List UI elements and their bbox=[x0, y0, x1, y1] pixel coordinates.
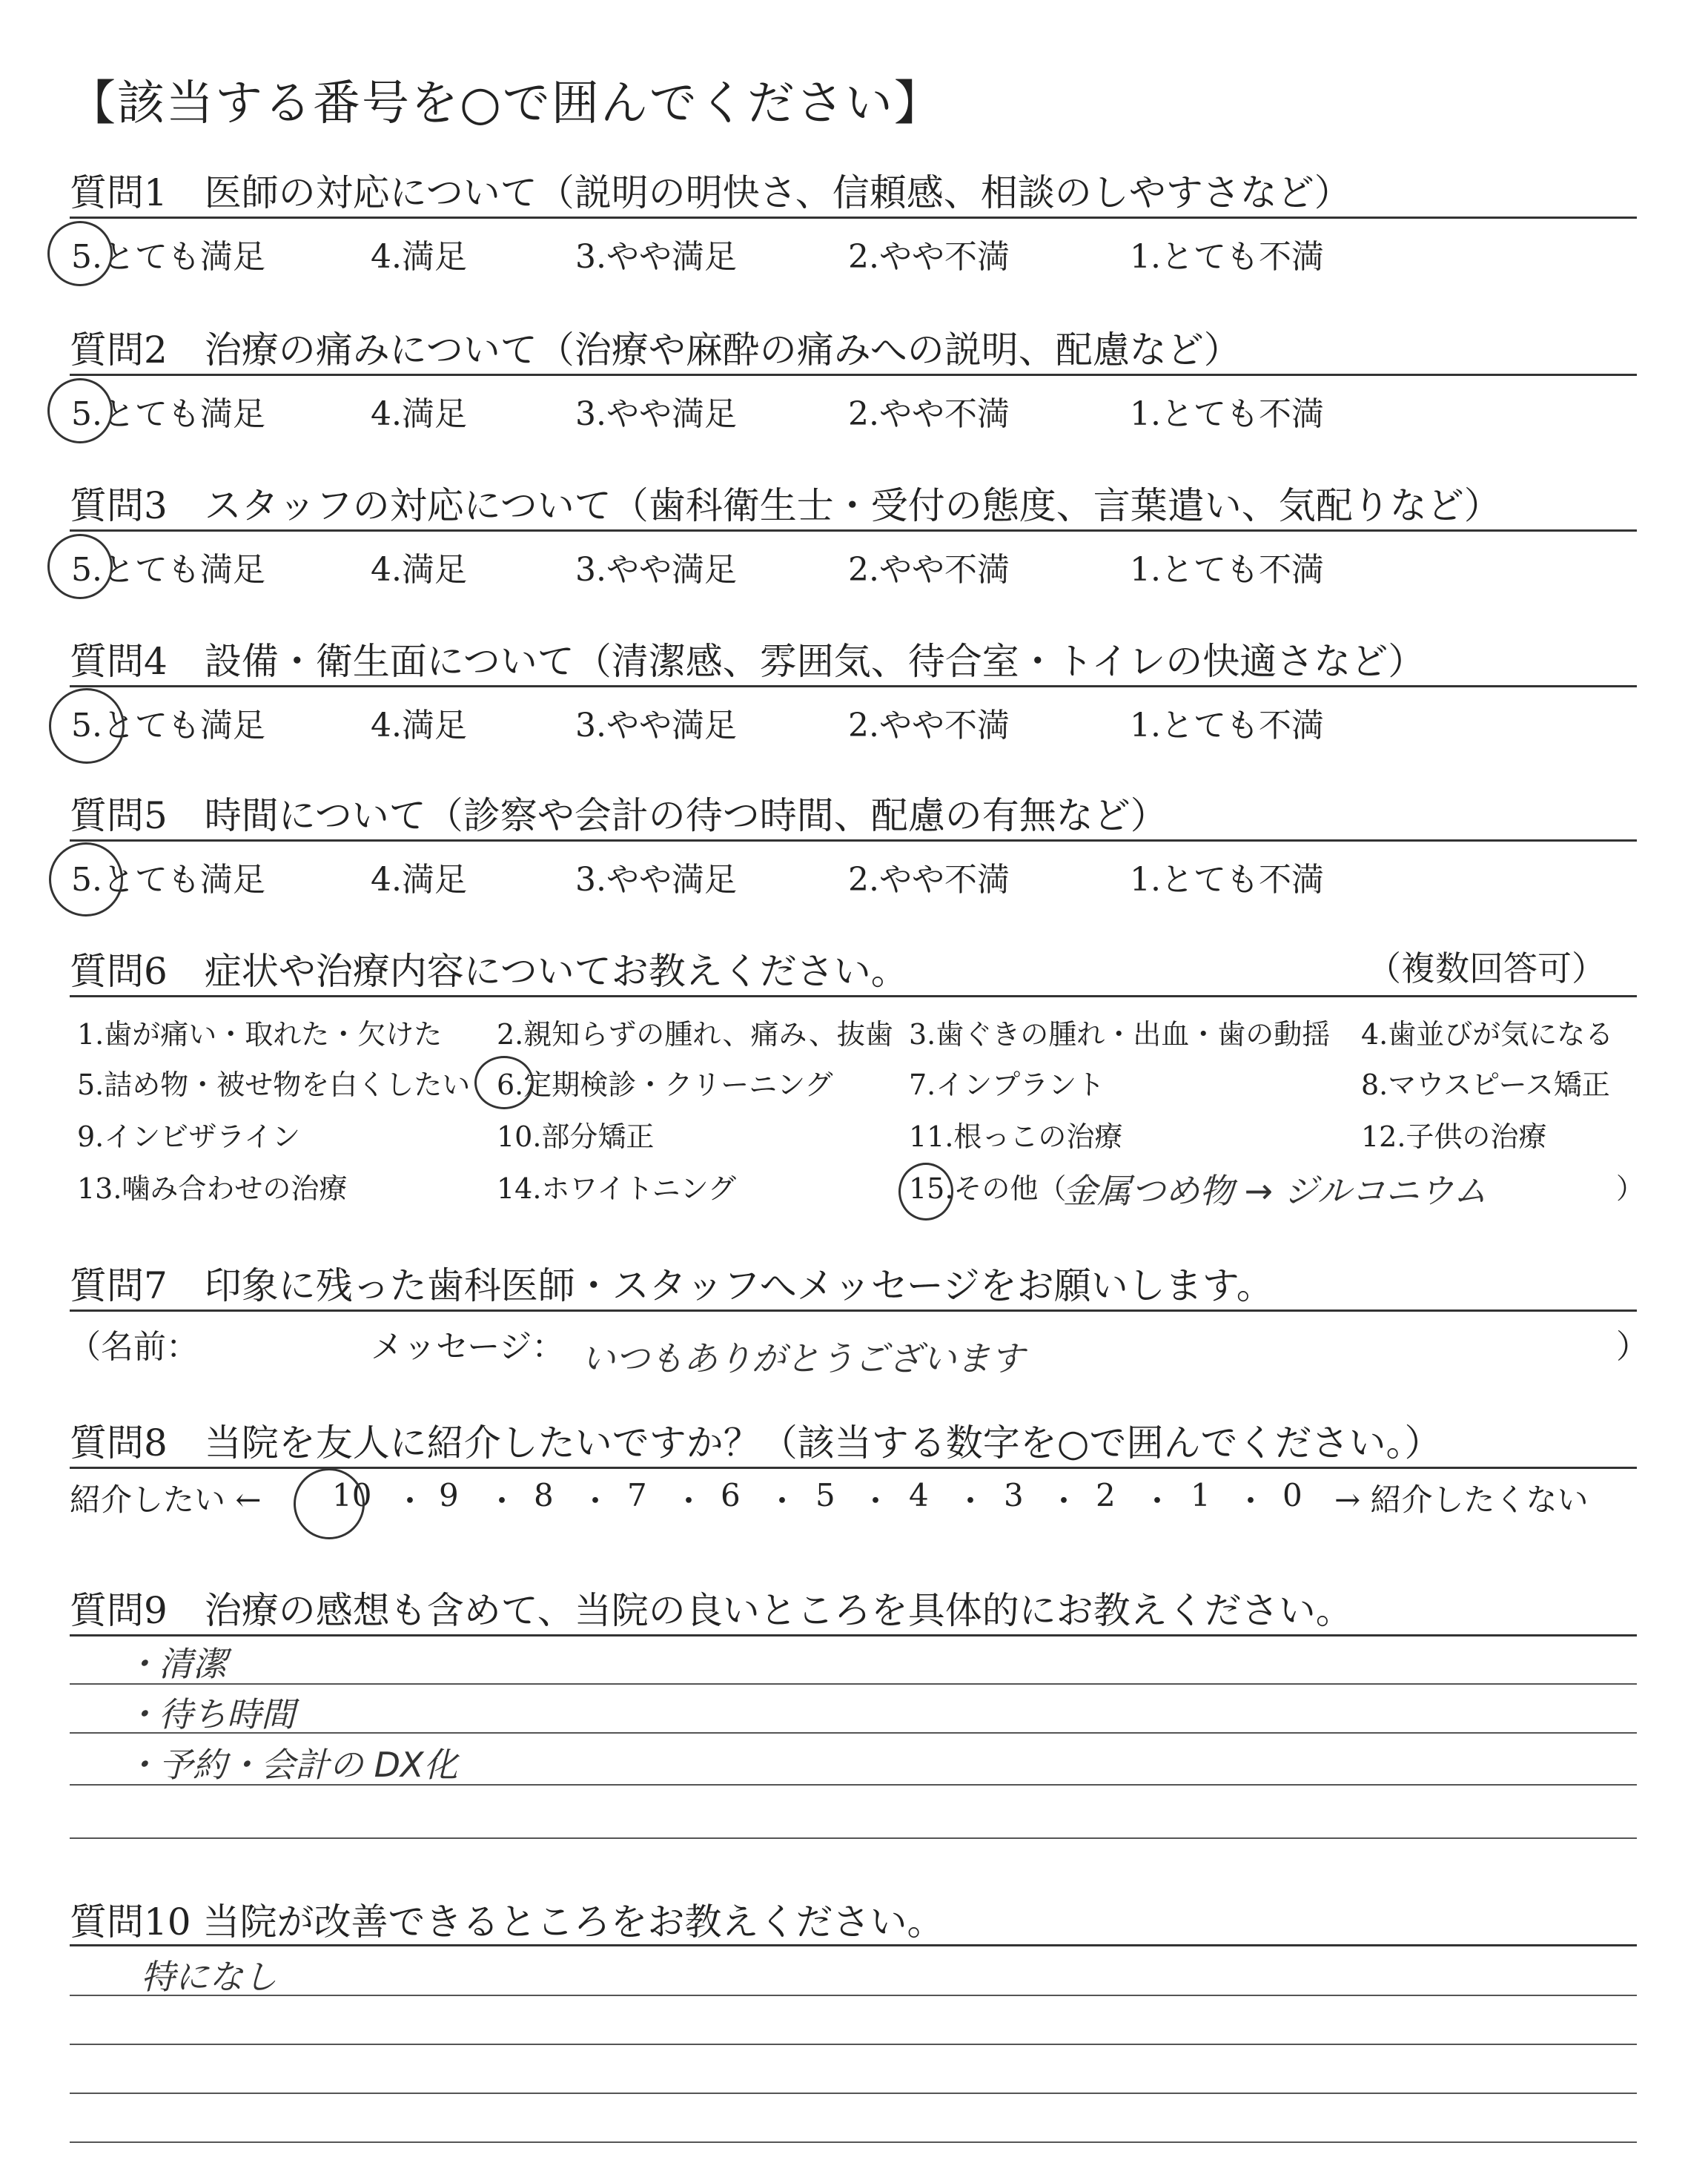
q8-selected-circle bbox=[294, 1468, 365, 1539]
q1-rule bbox=[70, 217, 1637, 219]
q9-answer-2[interactable]: ・待ち時間 bbox=[125, 1694, 295, 1734]
q5-option-5[interactable]: 5.とても満足 bbox=[71, 861, 265, 899]
q8-left-label: 紹介したい ← bbox=[70, 1482, 262, 1518]
q7-close: ） bbox=[1616, 1328, 1649, 1366]
q2-option-2[interactable]: 2.やや不満 bbox=[848, 395, 1010, 433]
q7-title: 質問7 印象に残った歯科医師・スタッフへメッセージをお願いします。 bbox=[70, 1264, 1274, 1307]
q5-title: 質問5 時間について（診察や会計の待つ時間、配慮の有無など） bbox=[70, 794, 1168, 837]
q8-scale-8[interactable]: 8 bbox=[534, 1477, 554, 1513]
q4-option-3[interactable]: 3.やや満足 bbox=[575, 707, 737, 744]
q8-scale-7[interactable]: 7 bbox=[627, 1477, 647, 1513]
q8-dot: ・ bbox=[955, 1483, 987, 1519]
q4-title: 質問4 設備・衛生面について（清潔感、雰囲気、待合室・トイレの快適さなど） bbox=[70, 640, 1426, 683]
page-title: 【該当する番号を○で囲んでください】 bbox=[68, 76, 943, 131]
q8-dot: ・ bbox=[486, 1483, 518, 1519]
q9-answer-1[interactable]: ・清潔 bbox=[125, 1644, 227, 1684]
q1-option-2[interactable]: 2.やや不満 bbox=[848, 238, 1010, 276]
q10-rule-5 bbox=[70, 2141, 1637, 2143]
q5-selected-circle bbox=[49, 842, 123, 916]
q6-item-9[interactable]: 9.インビザライン bbox=[77, 1120, 301, 1153]
q5-option-3[interactable]: 3.やや満足 bbox=[575, 861, 737, 899]
q8-scale-2[interactable]: 2 bbox=[1096, 1477, 1116, 1513]
q1-option-4[interactable]: 4.満足 bbox=[371, 238, 467, 276]
q10-rule-4 bbox=[70, 2093, 1637, 2094]
q9-answer-3[interactable]: ・予約・会計の DX化 bbox=[125, 1745, 458, 1785]
q9-rule-3 bbox=[70, 1732, 1637, 1734]
q2-rule bbox=[70, 374, 1637, 376]
q8-dot: ・ bbox=[1142, 1483, 1174, 1519]
q6-item-4[interactable]: 4.歯並びが気になる bbox=[1361, 1018, 1614, 1051]
q10-rule-3 bbox=[70, 2044, 1637, 2045]
q8-rule bbox=[70, 1467, 1637, 1469]
q5-option-4[interactable]: 4.満足 bbox=[371, 861, 467, 899]
q3-option-5[interactable]: 5.とても満足 bbox=[71, 551, 265, 589]
q6-item-13[interactable]: 13.噛み合わせの治療 bbox=[77, 1172, 348, 1205]
q1-option-1[interactable]: 1.とても不満 bbox=[1130, 238, 1324, 276]
q2-selected-circle bbox=[47, 378, 113, 443]
q4-option-2[interactable]: 2.やや不満 bbox=[848, 707, 1010, 744]
q5-option-1[interactable]: 1.とても不満 bbox=[1130, 861, 1324, 899]
q8-scale-0[interactable]: 0 bbox=[1282, 1477, 1302, 1513]
q6-item-6-selected-circle bbox=[474, 1056, 534, 1109]
q6-item-15-close: ） bbox=[1616, 1172, 1645, 1205]
q4-selected-circle bbox=[49, 688, 125, 764]
q6-rule bbox=[70, 995, 1637, 997]
q3-selected-circle bbox=[47, 534, 113, 599]
q2-option-5[interactable]: 5.とても満足 bbox=[71, 395, 265, 433]
q8-scale-9[interactable]: 9 bbox=[439, 1477, 459, 1513]
q10-rule-1 bbox=[70, 1944, 1637, 1946]
q6-item-15[interactable]: 15.その他（ bbox=[909, 1172, 1067, 1205]
q3-option-1[interactable]: 1.とても不満 bbox=[1130, 551, 1324, 589]
q8-dot: ・ bbox=[860, 1483, 892, 1519]
q6-item-10[interactable]: 10.部分矯正 bbox=[497, 1120, 655, 1153]
q6-item-12[interactable]: 12.子供の治療 bbox=[1361, 1120, 1547, 1153]
q4-option-4[interactable]: 4.満足 bbox=[371, 707, 467, 744]
q8-dot: ・ bbox=[1235, 1483, 1267, 1519]
q3-option-3[interactable]: 3.やや満足 bbox=[575, 551, 737, 589]
q9-rule-2 bbox=[70, 1683, 1637, 1685]
q8-scale-5[interactable]: 5 bbox=[815, 1477, 835, 1513]
q5-rule bbox=[70, 839, 1637, 842]
q4-option-5[interactable]: 5.とても満足 bbox=[71, 707, 265, 744]
q4-option-1[interactable]: 1.とても不満 bbox=[1130, 707, 1324, 744]
q8-title: 質問8 当院を友人に紹介したいですか？（該当する数字を○で囲んでください。） bbox=[70, 1421, 1442, 1464]
q2-title: 質問2 治療の痛みについて（治療や麻酔の痛みへの説明、配慮など） bbox=[70, 328, 1241, 371]
q7-message-label: メッセージ： bbox=[371, 1328, 565, 1366]
q9-rule-5 bbox=[70, 1837, 1637, 1839]
q7-name-label: （名前： bbox=[68, 1328, 199, 1366]
q1-option-5[interactable]: 5.とても満足 bbox=[71, 238, 265, 276]
q6-title: 質問6 症状や治療内容についてお教えください。 bbox=[70, 950, 908, 993]
q6-item-15-selected-circle bbox=[898, 1163, 953, 1221]
q6-item-3[interactable]: 3.歯ぐきの腫れ・出血・歯の動揺 bbox=[909, 1018, 1331, 1051]
q8-scale-4[interactable]: 4 bbox=[909, 1477, 929, 1513]
q8-scale-1[interactable]: 1 bbox=[1191, 1477, 1211, 1513]
q10-answer[interactable]: 特になし bbox=[141, 1957, 277, 1997]
q10-title: 質問10 当院が改善できるところをお教えください。 bbox=[70, 1900, 944, 1943]
q6-item-11[interactable]: 11.根っこの治療 bbox=[909, 1120, 1123, 1153]
q3-title: 質問3 スタッフの対応について（歯科衛生士・受付の態度、言葉遣い、気配りなど） bbox=[70, 484, 1501, 527]
q7-rule bbox=[70, 1309, 1637, 1312]
q2-option-3[interactable]: 3.やや満足 bbox=[575, 395, 737, 433]
q8-dot: ・ bbox=[767, 1483, 798, 1519]
q9-title: 質問9 治療の感想も含めて、当院の良いところを具体的にお教えください。 bbox=[70, 1589, 1353, 1632]
q1-title: 質問1 医師の対応について（説明の明快さ、信頼感、相談のしやすさなど） bbox=[70, 171, 1351, 214]
q6-item-14[interactable]: 14.ホワイトニング bbox=[497, 1172, 737, 1205]
q5-option-2[interactable]: 2.やや不満 bbox=[848, 861, 1010, 899]
q8-dot: ・ bbox=[673, 1483, 705, 1519]
q4-rule bbox=[70, 685, 1637, 687]
q8-dot: ・ bbox=[1048, 1483, 1080, 1519]
q6-multi-note: （複数回答可） bbox=[1367, 948, 1606, 988]
q3-option-4[interactable]: 4.満足 bbox=[371, 551, 467, 589]
q9-rule-1 bbox=[70, 1634, 1637, 1636]
q2-option-1[interactable]: 1.とても不満 bbox=[1130, 395, 1324, 433]
q6-item-7[interactable]: 7.インプラント bbox=[909, 1069, 1105, 1101]
q10-rule-2 bbox=[70, 1995, 1637, 1996]
q6-item-8[interactable]: 8.マウスピース矯正 bbox=[1361, 1069, 1610, 1101]
q6-item-6[interactable]: 6.定期検診・クリーニング bbox=[497, 1069, 833, 1101]
q8-scale-3[interactable]: 3 bbox=[1004, 1477, 1024, 1513]
q7-message-handwritten[interactable]: いつもありがとうございます bbox=[581, 1338, 1025, 1378]
q8-scale-10[interactable]: 10 bbox=[332, 1477, 372, 1513]
q8-dot: ・ bbox=[580, 1483, 612, 1519]
q8-scale-6[interactable]: 6 bbox=[721, 1477, 741, 1513]
q8-right-label: → 紹介したくない bbox=[1334, 1482, 1589, 1518]
q1-option-3[interactable]: 3.やや満足 bbox=[575, 238, 737, 276]
q6-item-2[interactable]: 2.親知らずの腫れ、痛み、抜歯 bbox=[497, 1018, 893, 1051]
q2-option-4[interactable]: 4.満足 bbox=[371, 395, 467, 433]
q3-rule bbox=[70, 529, 1637, 532]
q3-option-2[interactable]: 2.やや不満 bbox=[848, 551, 1010, 589]
q6-other-handwritten[interactable]: 金属つめ物 → ジルコニウム bbox=[1063, 1171, 1488, 1211]
q6-item-1[interactable]: 1.歯が痛い・取れた・欠けた bbox=[77, 1018, 443, 1051]
q1-selected-circle bbox=[47, 221, 113, 286]
q8-dot: ・ bbox=[394, 1483, 426, 1519]
q6-item-5[interactable]: 5.詰め物・被せ物を白くしたい bbox=[77, 1069, 471, 1101]
